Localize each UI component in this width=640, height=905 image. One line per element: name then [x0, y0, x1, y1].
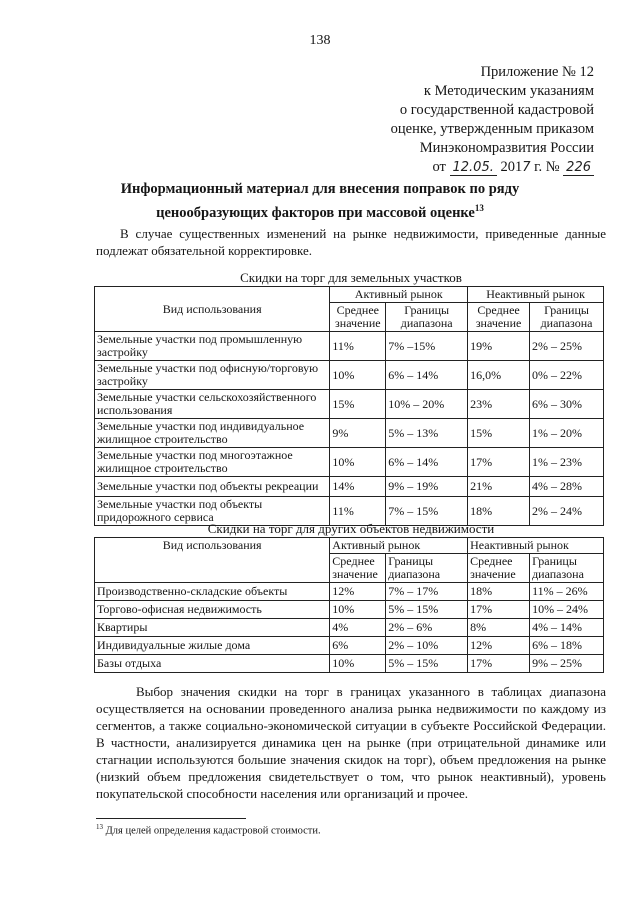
- col-header-avg: Среднее значение: [330, 303, 386, 332]
- table-row: [95, 583, 604, 601]
- col-header-inactive: Неактивный рынок: [468, 287, 604, 303]
- handwritten-date: 12.05.: [450, 160, 497, 176]
- cell-inactive-avg: 18%: [468, 497, 530, 526]
- col-header-active: Активный рынок: [330, 287, 468, 303]
- cell-inactive-avg: 21%: [468, 477, 530, 497]
- cell-use: Земельные участки сельскохозяйственного использования: [95, 390, 330, 419]
- cell-active-avg: 11%: [330, 332, 386, 361]
- footnote-ref: 13: [474, 203, 484, 213]
- cell-inactive-avg: 17%: [468, 448, 530, 477]
- appendix-header: [334, 63, 594, 177]
- table1-caption: Скидки на торг для земельных участков: [240, 270, 462, 285]
- title-line: ценообразующих факторов при массовой оценке$^{13}$: [156, 203, 484, 221]
- cell-inactive-range: 6% – 18%: [530, 637, 604, 655]
- order-date-line: [334, 158, 594, 177]
- cell-active-range: 10% – 20%: [386, 390, 468, 419]
- col-header-range: Границы диапазона: [530, 554, 604, 583]
- number-label: г. №: [534, 159, 560, 175]
- date-prefix: от: [432, 159, 446, 175]
- footnote-text: Для целей определения кадастровой стоимости.: [105, 825, 321, 837]
- table-row: [95, 655, 604, 673]
- cell-active-range: 2% – 10%: [386, 637, 468, 655]
- document-title: [95, 180, 545, 223]
- cell-inactive-avg: 16,0%: [468, 361, 530, 390]
- cell-inactive-avg: 17%: [468, 655, 530, 673]
- col-header-inactive: Неактивный рынок: [468, 538, 604, 554]
- cell-active-range: 6% – 14%: [386, 448, 468, 477]
- cell-active-range: 7% – 15%: [386, 497, 468, 526]
- cell-inactive-range: 1% – 20%: [530, 419, 604, 448]
- col-header-use: Вид использования: [95, 538, 330, 583]
- col-header-avg: Среднее значение: [330, 554, 386, 583]
- cell-inactive-range: 4% – 14%: [530, 619, 604, 637]
- footnote-divider: [96, 818, 246, 819]
- cell-active-range: 6% – 14%: [386, 361, 468, 390]
- cell-active-avg: 10%: [330, 361, 386, 390]
- cell-use: Индивидуальные жилые дома: [95, 637, 330, 655]
- cell-active-avg: 4%: [330, 619, 386, 637]
- appendix-line: Приложение № 12: [480, 64, 594, 80]
- body-paragraph: Выбор значения скидки на торг в границах указанного в таблицах диапазона осуществляется на основании проведенного анализа рынка недвижимости по каждому из сегментов, а также социально-экономической ситуации в субъекте Российской Федерации. В частности, анализируется динамика цен на рынке (при отрицательной динамике или стагнации используются большие значения скидок на торг), объем предложения на рынке (низкий объем предложения свидетельствует о том, что рынок неактивный), уровень покупательской способности населения или организаций и прочее.: [96, 684, 606, 801]
- cell-active-range: 5% – 13%: [386, 419, 468, 448]
- cell-use: Земельные участки под офисную/торговую застройку: [95, 361, 330, 390]
- title-line: Информационный материал для внесения поправок по ряду: [120, 181, 520, 197]
- appendix-line: к Методическим указаниям: [423, 83, 594, 99]
- cell-active-range: 2% – 6%: [386, 619, 468, 637]
- cell-inactive-range: 0% – 22%: [530, 361, 604, 390]
- cell-active-avg: 10%: [330, 448, 386, 477]
- cell-inactive-avg: 23%: [468, 390, 530, 419]
- handwritten-year: 7: [522, 160, 531, 175]
- table-row: [95, 601, 604, 619]
- cell-use: Земельные участки под индивидуальное жилищное строительство: [95, 419, 330, 448]
- land-discount-table: [94, 286, 604, 526]
- other-property-discount-table: [94, 537, 604, 673]
- cell-inactive-avg: 12%: [468, 637, 530, 655]
- cell-active-avg: 15%: [330, 390, 386, 419]
- cell-active-avg: 10%: [330, 655, 386, 673]
- appendix-line: о государственной кадастровой: [399, 102, 594, 118]
- handwritten-order-number: 226: [563, 160, 594, 176]
- cell-inactive-avg: 15%: [468, 419, 530, 448]
- cell-inactive-range: 10% – 24%: [530, 601, 604, 619]
- cell-inactive-range: 1% – 23%: [530, 448, 604, 477]
- col-header-avg: Среднее значение: [468, 303, 530, 332]
- cell-inactive-range: 9% – 25%: [530, 655, 604, 673]
- year-prefix: 201: [500, 159, 523, 175]
- cell-use: Квартиры: [95, 619, 330, 637]
- col-header-range: Границы диапазона: [386, 303, 468, 332]
- cell-inactive-range: 6% – 30%: [530, 390, 604, 419]
- cell-inactive-avg: 19%: [468, 332, 530, 361]
- cell-active-range: 9% – 19%: [386, 477, 468, 497]
- intro-paragraph: В случае существенных изменений на рынке недвижимости, приведенные данные подлежат обязательной корректировке.: [96, 226, 606, 258]
- cell-use: Земельные участки под многоэтажное жилищное строительство: [95, 448, 330, 477]
- footnote: [96, 823, 321, 837]
- col-header-range: Границы диапазона: [386, 554, 468, 583]
- table-row: [95, 477, 604, 497]
- cell-active-avg: 10%: [330, 601, 386, 619]
- col-header-use: Вид использования: [95, 287, 330, 332]
- cell-use: Базы отдыха: [95, 655, 330, 673]
- cell-inactive-avg: 8%: [468, 619, 530, 637]
- cell-inactive-avg: 17%: [468, 601, 530, 619]
- table-row: [95, 332, 604, 361]
- cell-active-range: 5% – 15%: [386, 601, 468, 619]
- cell-use: Земельные участки под объекты рекреации: [95, 477, 330, 497]
- cell-active-avg: 11%: [330, 497, 386, 526]
- table-row: [95, 390, 604, 419]
- table2-caption: Скидки на торг для других объектов недвижимости: [207, 521, 495, 536]
- cell-inactive-range: 2% – 24%: [530, 497, 604, 526]
- table-row: [95, 619, 604, 637]
- cell-inactive-avg: 18%: [468, 583, 530, 601]
- table-row: [95, 419, 604, 448]
- cell-active-range: 7% –15%: [386, 332, 468, 361]
- cell-inactive-range: 2% – 25%: [530, 332, 604, 361]
- page-number: 138: [309, 33, 331, 48]
- cell-active-range: 5% – 15%: [386, 655, 468, 673]
- appendix-line: Минэкономразвития России: [419, 140, 594, 156]
- appendix-line: оценке, утвержденным приказом: [390, 121, 594, 137]
- cell-use: Земельные участки под объекты придорожного сервиса: [95, 497, 330, 526]
- cell-use: Производственно-складские объекты: [95, 583, 330, 601]
- cell-active-avg: 6%: [330, 637, 386, 655]
- col-header-avg: Среднее значение: [468, 554, 530, 583]
- cell-active-avg: 14%: [330, 477, 386, 497]
- col-header-range: Границы диапазона: [530, 303, 604, 332]
- cell-active-range: 7% – 17%: [386, 583, 468, 601]
- cell-active-avg: 12%: [330, 583, 386, 601]
- table-row: [95, 448, 604, 477]
- cell-use: Земельные участки под промышленную застройку: [95, 332, 330, 361]
- cell-active-avg: 9%: [330, 419, 386, 448]
- table-row: [95, 361, 604, 390]
- cell-inactive-range: 11% – 26%: [530, 583, 604, 601]
- col-header-active: Активный рынок: [330, 538, 468, 554]
- cell-use: Торгово-офисная недвижимость: [95, 601, 330, 619]
- table-row: [95, 637, 604, 655]
- cell-inactive-range: 4% – 28%: [530, 477, 604, 497]
- footnote-mark: 13: [96, 823, 103, 831]
